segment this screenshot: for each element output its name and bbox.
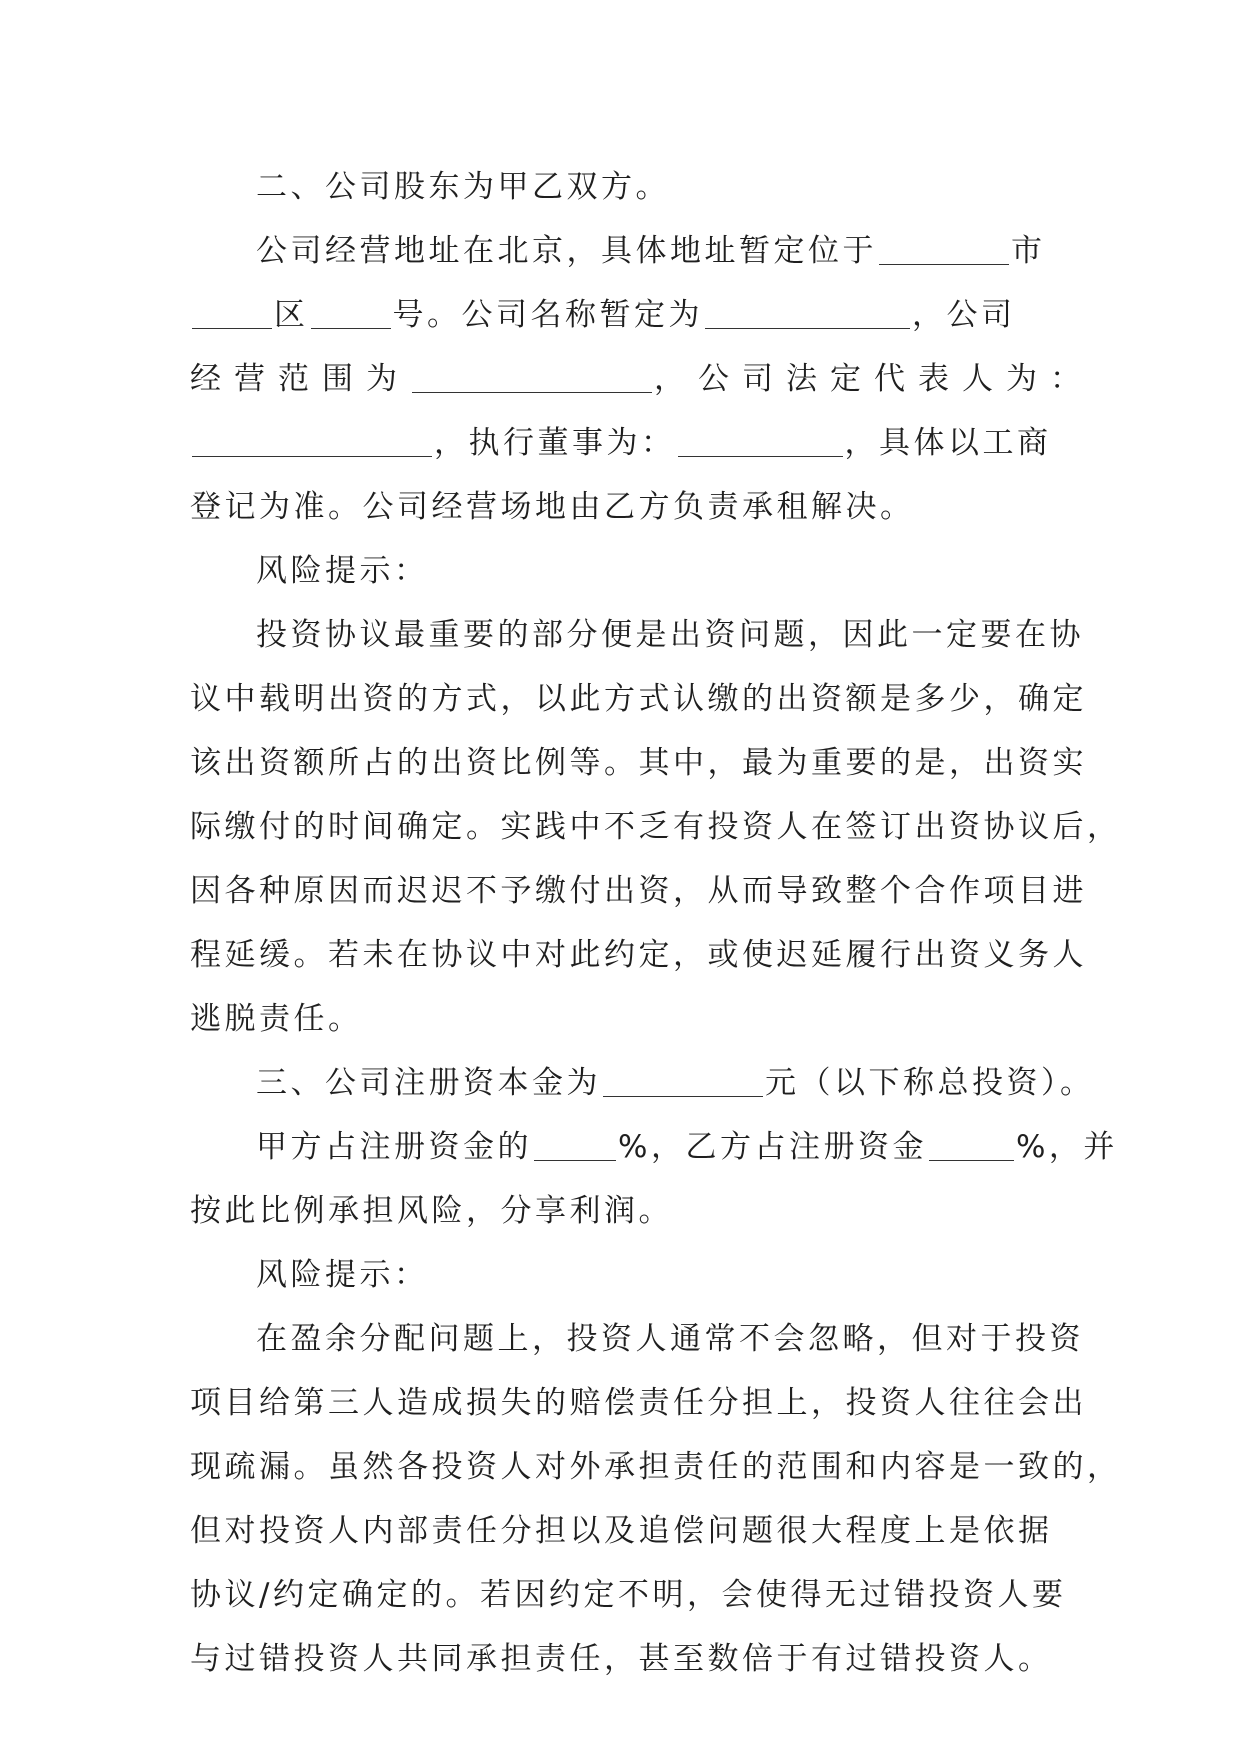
blank-field-executive-director bbox=[678, 426, 843, 457]
text-span: 现疏漏。虽然各投资人对外承担责任的范围和内容是一致的， bbox=[190, 1449, 1122, 1485]
paragraph-line bbox=[190, 731, 1087, 795]
text-span: %，并 bbox=[1015, 1129, 1118, 1165]
paragraph-line bbox=[190, 539, 1050, 603]
text-span: 但对投资人内部责任分担以及追偿问题很大程度上是依据 bbox=[190, 1513, 1053, 1549]
paragraph-line bbox=[190, 1243, 1050, 1307]
text-span: 号。公司名称暂定为 bbox=[392, 297, 703, 333]
text-span: 公司经营地址在北京，具体地址暂定位于 bbox=[256, 233, 877, 269]
text-span: 登记为准。公司经营场地由乙方负责承租解决。 bbox=[190, 489, 915, 525]
text-span: 逃脱责任。 bbox=[190, 1001, 363, 1037]
paragraph-line bbox=[190, 283, 1050, 347]
paragraph-line bbox=[190, 923, 1087, 987]
text-span: 项目给第三人造成损失的赔偿责任分担上，投资人往往会出 bbox=[190, 1385, 1087, 1421]
paragraph-line bbox=[190, 795, 1122, 859]
paragraph-line bbox=[190, 219, 1050, 283]
document-body bbox=[190, 155, 1122, 1691]
text-span: ，公司 bbox=[912, 297, 1016, 333]
text-span: %，乙方占注册资金 bbox=[618, 1129, 927, 1165]
blank-field-party-a-share bbox=[534, 1130, 616, 1161]
paragraph-line bbox=[190, 347, 1094, 411]
blank-field-business-scope bbox=[412, 362, 652, 393]
text-span: ，执行董事为： bbox=[434, 425, 676, 461]
text-span: 区 bbox=[274, 297, 309, 333]
text-span: 甲方占注册资金的 bbox=[256, 1129, 532, 1165]
paragraph-line bbox=[190, 155, 1050, 219]
text-span: 该出资额所占的出资比例等。其中，最为重要的是，出资实 bbox=[190, 745, 1087, 781]
text-span: 际缴付的时间确定。实践中不乏有投资人在签订出资协议后， bbox=[190, 809, 1122, 845]
risk-tip-heading: 风险提示： bbox=[256, 553, 429, 589]
paragraph-line bbox=[190, 1115, 1118, 1179]
text-span: 按此比例承担风险，分享利润。 bbox=[190, 1193, 673, 1229]
paragraph-line bbox=[190, 411, 1050, 475]
paragraph-line bbox=[190, 1627, 1053, 1691]
paragraph-line bbox=[190, 987, 1050, 1051]
text-span: 因各种原因而迟迟不予缴付出资，从而导致整个合作项目进 bbox=[190, 873, 1087, 909]
section-heading-3: 三、公司注册资本金为 bbox=[256, 1065, 601, 1101]
paragraph-line bbox=[190, 1051, 1095, 1115]
blank-field-district bbox=[192, 298, 272, 329]
blank-field-legal-representative bbox=[192, 426, 432, 457]
section-heading-2: 二、公司股东为甲乙双方。 bbox=[256, 169, 670, 205]
paragraph-line bbox=[190, 1563, 1067, 1627]
paragraph-line bbox=[190, 1307, 1084, 1371]
text-span: 协议/约定确定的。若因约定不明，会使得无过错投资人要 bbox=[190, 1577, 1067, 1613]
text-span: 元（以下称总投资）。 bbox=[765, 1065, 1095, 1101]
text-span: 程延缓。若未在协议中对此约定，或使迟延履行出资义务人 bbox=[190, 937, 1087, 973]
paragraph-line bbox=[190, 859, 1087, 923]
paragraph-line bbox=[190, 475, 1050, 539]
blank-field-registered-capital bbox=[603, 1066, 763, 1097]
text-span: 与过错投资人共同承担责任，甚至数倍于有过错投资人。 bbox=[190, 1641, 1053, 1677]
text-span: ，公司法定代表人为： bbox=[654, 361, 1094, 397]
paragraph-line bbox=[190, 1179, 1050, 1243]
blank-field-company-name bbox=[705, 298, 910, 329]
risk-tip-heading: 风险提示： bbox=[256, 1257, 429, 1293]
paragraph-line bbox=[190, 1499, 1053, 1563]
blank-field-city bbox=[879, 234, 1009, 265]
text-span: 议中载明出资的方式，以此方式认缴的出资额是多少，确定 bbox=[190, 681, 1087, 717]
paragraph-line bbox=[190, 1435, 1122, 1499]
text-span: 在盈余分配问题上，投资人通常不会忽略，但对于投资 bbox=[256, 1321, 1084, 1357]
paragraph-line bbox=[190, 603, 1084, 667]
blank-field-party-b-share bbox=[929, 1130, 1014, 1161]
blank-field-number bbox=[311, 298, 391, 329]
text-span: ，具体以工商 bbox=[844, 425, 1052, 461]
text-span: 投资协议最重要的部分便是出资问题，因此一定要在协 bbox=[256, 617, 1084, 653]
paragraph-line bbox=[190, 1371, 1087, 1435]
text-span: 市 bbox=[1011, 233, 1046, 269]
paragraph-line bbox=[190, 667, 1087, 731]
text-span: 经营范围为 bbox=[190, 361, 410, 397]
